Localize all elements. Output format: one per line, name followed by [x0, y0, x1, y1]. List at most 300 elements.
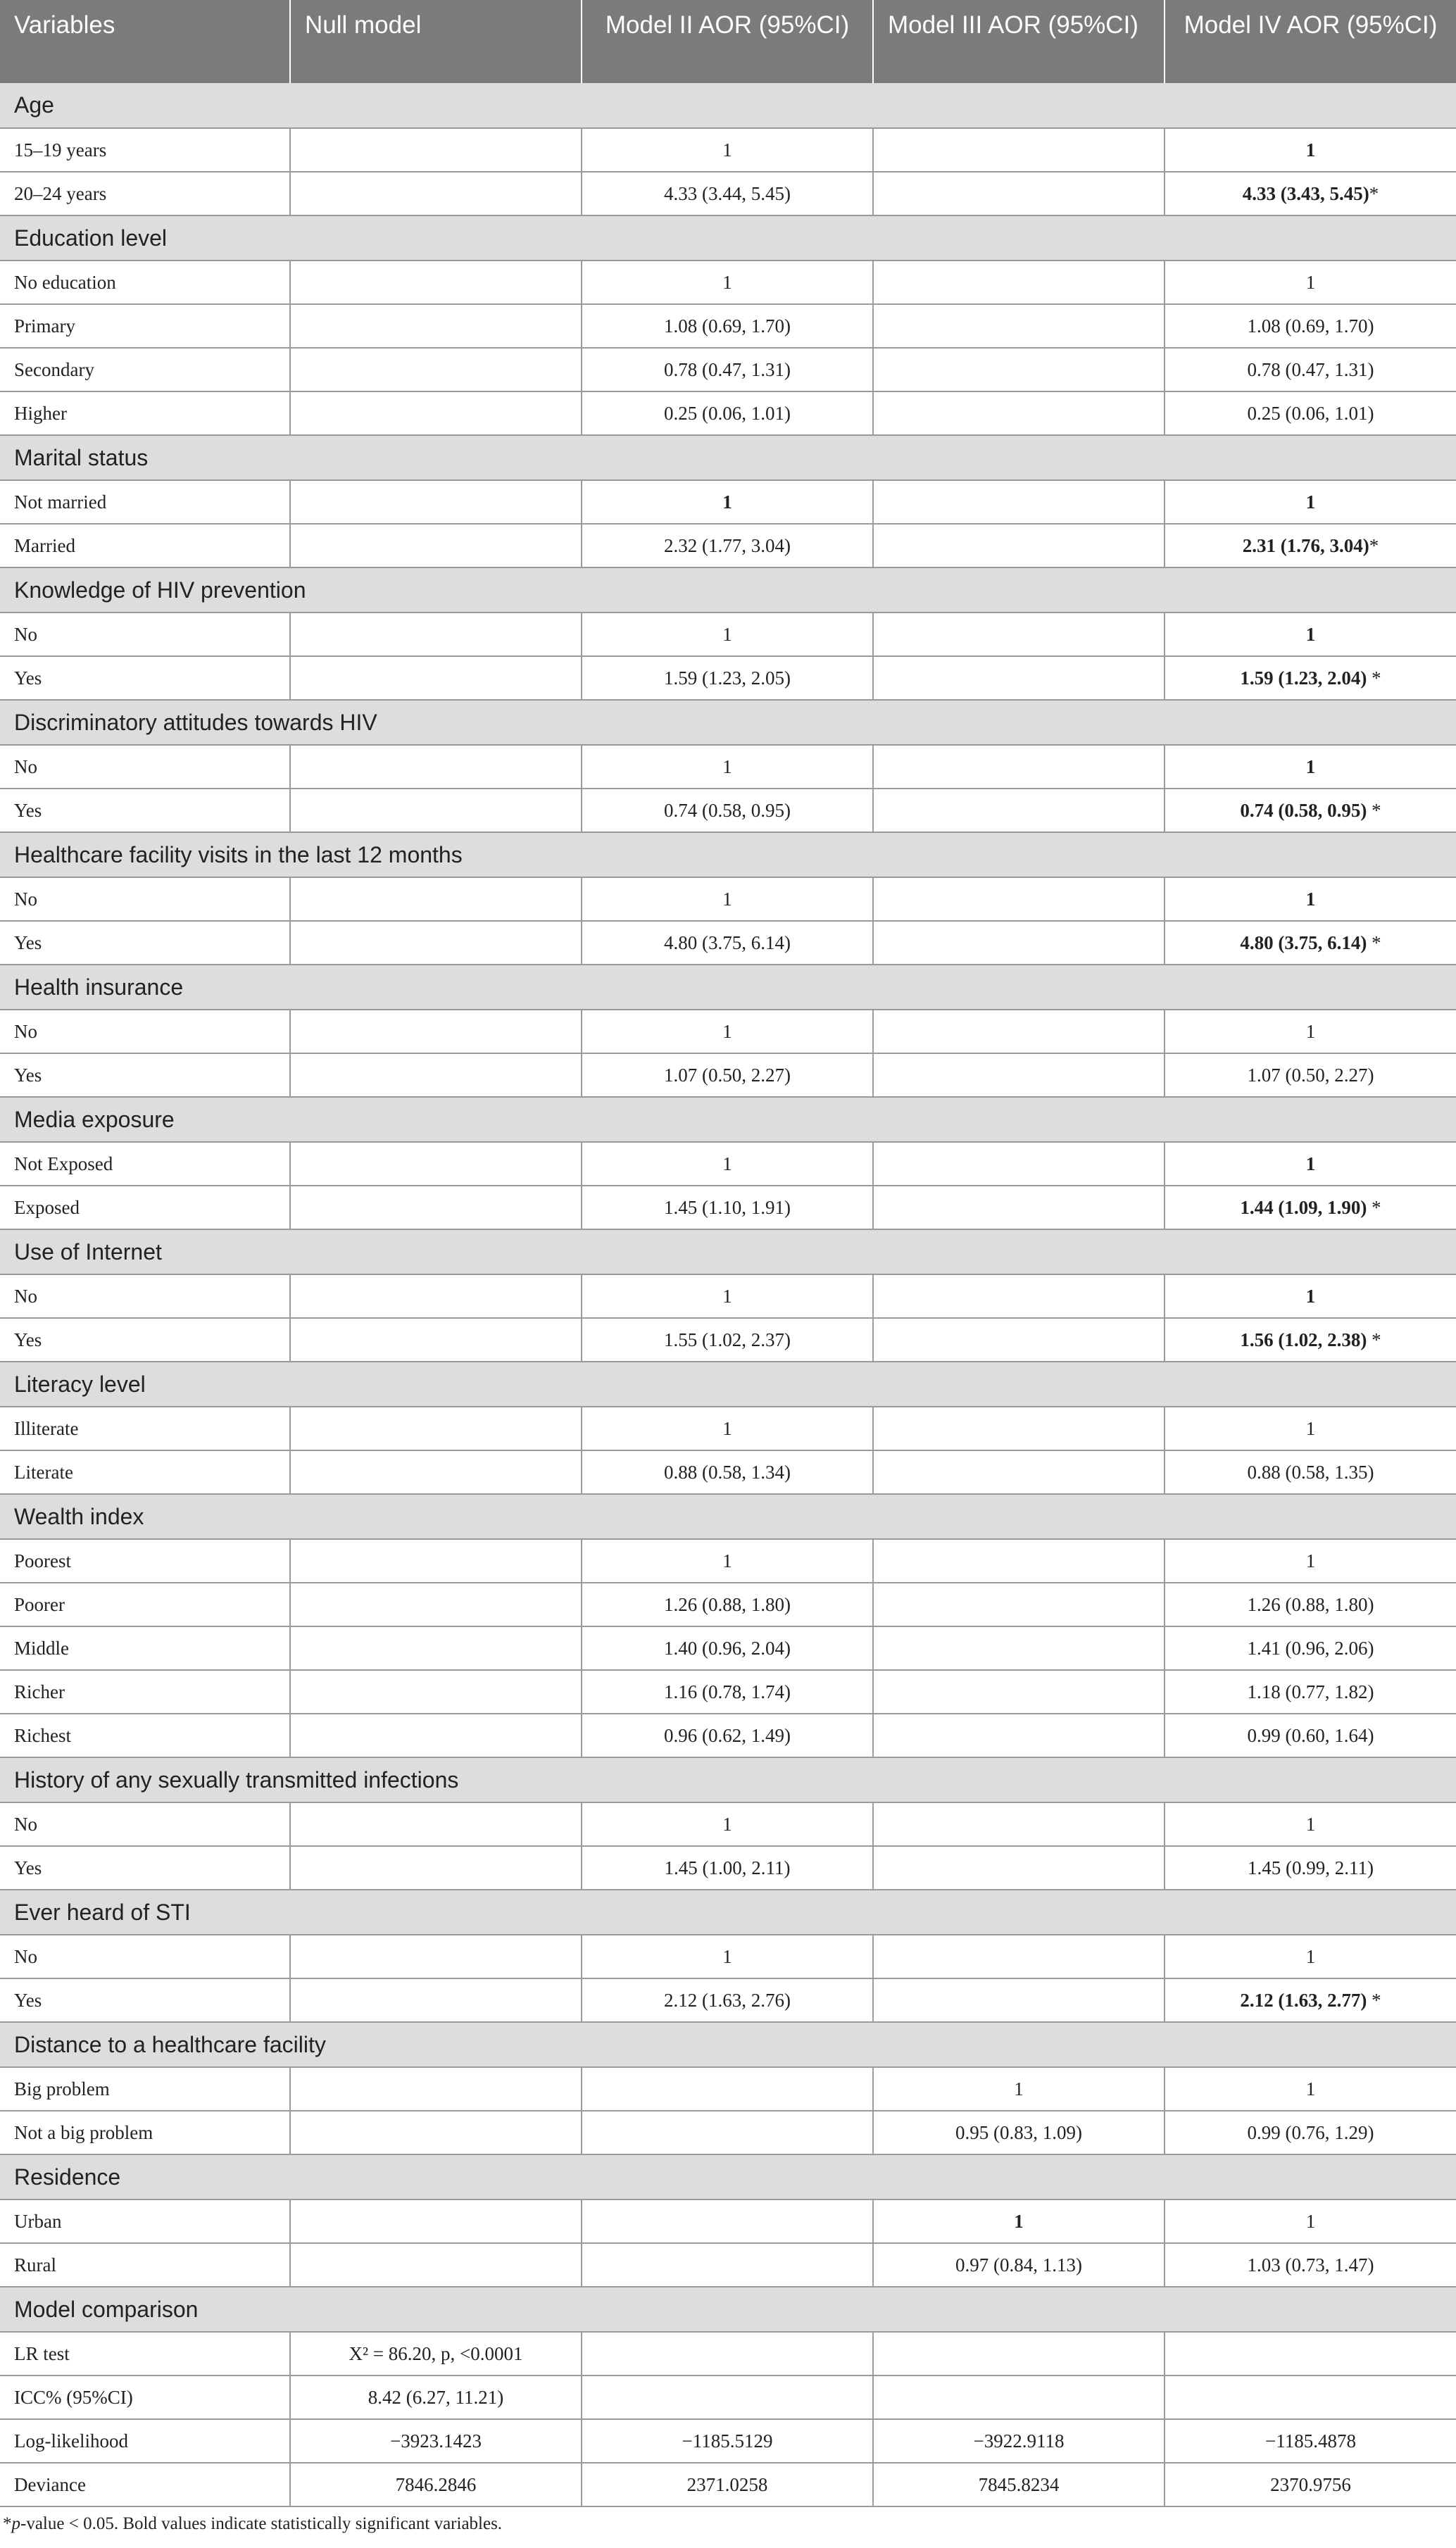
- model-ii-cell-text: 1: [722, 491, 732, 513]
- header-model-ii: Model II AOR (95%CI): [582, 0, 873, 83]
- variable-label-text: Yes: [14, 1064, 42, 1086]
- variable-label: [0, 745, 290, 789]
- null-model-cell: [290, 2419, 582, 2463]
- model-iv-cell: [1165, 128, 1456, 172]
- variable-label-text: Higher: [14, 402, 67, 424]
- variable-label-text: Yes: [14, 931, 42, 953]
- variable-label: [0, 656, 290, 700]
- model-ii-cell: [582, 2419, 873, 2463]
- table-row: [0, 1318, 1456, 1362]
- model-ii-cell-text: 1: [722, 1285, 732, 1307]
- null-model-cell: [290, 1010, 582, 1053]
- table-row: [0, 1186, 1456, 1229]
- model-iii-cell: [873, 2243, 1165, 2287]
- model-iv-cell: [1165, 1053, 1456, 1097]
- model-iv-cell: [1165, 1186, 1456, 1229]
- model-iv-cell: [1165, 1626, 1456, 1670]
- table-row: [0, 304, 1456, 348]
- null-model-cell: [290, 921, 582, 965]
- model-iv-cell-text: 0.99 (0.76, 1.29): [1247, 2121, 1374, 2143]
- model-iv-cell: [1165, 2243, 1456, 2287]
- section-title: Ever heard of STI: [0, 1890, 1456, 1935]
- table-row: [0, 1802, 1456, 1846]
- model-iv-cell-text: −1185.4878: [1265, 2430, 1356, 2452]
- variable-label: [0, 2111, 290, 2154]
- model-ii-cell: [582, 524, 873, 567]
- model-iv-cell-text: 1.59 (1.23, 2.04): [1240, 667, 1367, 689]
- variable-label-text: No: [14, 1813, 37, 1835]
- section-title: Marital status: [0, 435, 1456, 480]
- model-iv-cell: [1165, 391, 1456, 435]
- variable-label: [0, 2376, 290, 2419]
- null-model-cell: [290, 391, 582, 435]
- table-row: [0, 1935, 1456, 1978]
- variable-label: [0, 1407, 290, 1450]
- header-row: [0, 0, 1456, 83]
- variable-label: [0, 1450, 290, 1494]
- table-row: [0, 480, 1456, 524]
- variable-label-text: Not Exposed: [14, 1153, 113, 1174]
- variable-label: [0, 1670, 290, 1714]
- variable-label: [0, 348, 290, 391]
- model-ii-cell-text: 1: [722, 271, 732, 293]
- model-ii-cell-text: 0.96 (0.62, 1.49): [664, 1724, 791, 1746]
- model-iii-cell-text: 1: [1014, 2078, 1024, 2100]
- variable-label: [0, 261, 290, 304]
- model-iii-cell: [873, 1802, 1165, 1846]
- table-row: [0, 2111, 1456, 2154]
- model-ii-cell-text: 4.33 (3.44, 5.45): [664, 182, 791, 204]
- model-iii-cell-text: 0.97 (0.84, 1.13): [955, 2254, 1082, 2276]
- table-row: [0, 1142, 1456, 1186]
- section-title: Use of Internet: [0, 1229, 1456, 1274]
- model-ii-cell: [582, 304, 873, 348]
- variable-label: [0, 2199, 290, 2243]
- table-row: [0, 1583, 1456, 1626]
- model-ii-cell-text: 1.59 (1.23, 2.05): [664, 667, 791, 689]
- null-model-cell: [290, 480, 582, 524]
- variable-label-text: Not married: [14, 491, 107, 513]
- model-iii-cell: [873, 2199, 1165, 2243]
- variable-label: [0, 304, 290, 348]
- null-model-cell: [290, 2067, 582, 2111]
- model-iii-cell: [873, 1053, 1165, 1097]
- model-iv-cell: [1165, 789, 1456, 832]
- model-ii-cell: [582, 921, 873, 965]
- model-ii-cell: [582, 1010, 873, 1053]
- model-iv-cell: [1165, 2199, 1456, 2243]
- section-title: History of any sexually transmitted infections: [0, 1757, 1456, 1802]
- table-row: [0, 2376, 1456, 2419]
- model-iv-cell: [1165, 1935, 1456, 1978]
- null-model-cell: [290, 2463, 582, 2506]
- variable-label-text: Deviance: [14, 2473, 86, 2495]
- model-iv-cell-text: 1.08 (0.69, 1.70): [1247, 315, 1374, 337]
- model-ii-cell: [582, 1053, 873, 1097]
- model-iv-cell: [1165, 2376, 1456, 2419]
- section-header-row: [0, 1494, 1456, 1539]
- model-ii-cell: [582, 1186, 873, 1229]
- model-iii-cell: [873, 1846, 1165, 1890]
- model-ii-cell: [582, 1714, 873, 1757]
- model-iv-cell-text: 1: [1305, 1020, 1316, 1042]
- model-iv-cell-text: 1: [1305, 1417, 1316, 1439]
- variable-label-text: Urban: [14, 2210, 62, 2232]
- null-model-cell: [290, 261, 582, 304]
- model-iv-cell-text: 1.45 (0.99, 2.11): [1248, 1857, 1374, 1878]
- model-iii-cell: [873, 2376, 1165, 2419]
- model-iii-cell: [873, 1186, 1165, 1229]
- model-ii-cell-text: 1.45 (1.10, 1.91): [664, 1196, 791, 1218]
- model-iv-cell-text: 1: [1305, 755, 1316, 777]
- model-ii-cell: [582, 2067, 873, 2111]
- variable-label: [0, 877, 290, 921]
- variable-label: [0, 1714, 290, 1757]
- model-ii-cell: [582, 1978, 873, 2022]
- section-title: Age: [0, 83, 1456, 128]
- model-iii-cell: [873, 745, 1165, 789]
- variable-label-text: Illiterate: [14, 1417, 79, 1439]
- section-title: Education level: [0, 215, 1456, 261]
- model-iii-cell: [873, 304, 1165, 348]
- section-title: Knowledge of HIV prevention: [0, 567, 1456, 613]
- model-iii-cell: [873, 877, 1165, 921]
- section-title: Health insurance: [0, 965, 1456, 1010]
- null-model-cell: [290, 1935, 582, 1978]
- section-header-row: [0, 83, 1456, 128]
- table-row: [0, 1539, 1456, 1583]
- model-iv-cell-text: 2.12 (1.63, 2.77): [1240, 1989, 1367, 2011]
- table-row: [0, 2332, 1456, 2376]
- model-iv-cell-text: 1: [1305, 2078, 1316, 2100]
- variable-label: [0, 921, 290, 965]
- model-iv-cell: [1165, 745, 1456, 789]
- table-row: [0, 1274, 1456, 1318]
- model-iv-cell-text: 1: [1305, 1945, 1316, 1967]
- model-iii-cell: [873, 128, 1165, 172]
- section-title: Healthcare facility visits in the last 12 months: [0, 832, 1456, 877]
- model-iv-cell-text: 0.74 (0.58, 0.95): [1240, 799, 1367, 821]
- model-ii-cell: [582, 2199, 873, 2243]
- variable-label-text: Richest: [14, 1724, 71, 1746]
- model-iii-cell: [873, 1583, 1165, 1626]
- section-title: Model comparison: [0, 2287, 1456, 2332]
- model-iv-cell: [1165, 348, 1456, 391]
- header-variables: Variables: [0, 0, 290, 83]
- section-title: Media exposure: [0, 1097, 1456, 1142]
- model-ii-cell: [582, 1670, 873, 1714]
- model-ii-cell: [582, 1450, 873, 1494]
- table-row: [0, 2419, 1456, 2463]
- model-ii-cell: [582, 2376, 873, 2419]
- variable-label-text: 20–24 years: [14, 182, 107, 204]
- null-model-cell: [290, 1450, 582, 1494]
- table-row: [0, 172, 1456, 215]
- model-iv-cell: [1165, 480, 1456, 524]
- null-model-cell: [290, 1583, 582, 1626]
- null-model-cell: [290, 1846, 582, 1890]
- model-ii-cell-text: 0.88 (0.58, 1.34): [664, 1461, 791, 1483]
- model-iv-cell: [1165, 1583, 1456, 1626]
- model-ii-cell: [582, 656, 873, 700]
- variable-label: [0, 1053, 290, 1097]
- model-ii-cell-text: 1.26 (0.88, 1.80): [664, 1593, 791, 1615]
- variable-label-text: Log-likelihood: [14, 2430, 128, 2452]
- model-ii-cell-text: −1185.5129: [682, 2430, 773, 2452]
- model-iii-cell: [873, 1318, 1165, 1362]
- model-ii-cell-text: 1: [722, 1945, 732, 1967]
- model-ii-cell-text: 1: [722, 1020, 732, 1042]
- model-ii-cell-text: 0.25 (0.06, 1.01): [664, 402, 791, 424]
- model-iv-cell-text: 2370.9756: [1270, 2473, 1351, 2495]
- null-model-cell: [290, 1626, 582, 1670]
- model-iv-cell-text: 1.41 (0.96, 2.06): [1247, 1637, 1374, 1659]
- variable-label-text: Primary: [14, 315, 75, 337]
- model-iii-cell: [873, 1407, 1165, 1450]
- null-model-cell: [290, 2243, 582, 2287]
- section-title: Distance to a healthcare facility: [0, 2022, 1456, 2067]
- variable-label-text: Yes: [14, 667, 42, 689]
- model-ii-cell-text: 0.78 (0.47, 1.31): [664, 358, 791, 380]
- null-model-cell: [290, 745, 582, 789]
- variable-label-text: Yes: [14, 1329, 42, 1350]
- model-iii-cell: [873, 1142, 1165, 1186]
- footnote: *p-value < 0.05. Bold values indicate statistically significant variables.: [3, 2514, 503, 2533]
- model-iii-cell: [873, 1450, 1165, 1494]
- table-row: [0, 1846, 1456, 1890]
- section-header-row: [0, 1229, 1456, 1274]
- null-model-cell: [290, 1978, 582, 2022]
- model-iv-cell: [1165, 1318, 1456, 1362]
- null-model-cell: [290, 1407, 582, 1450]
- significance-star: *: [1367, 667, 1381, 689]
- null-model-cell: [290, 304, 582, 348]
- model-iii-cell: [873, 1010, 1165, 1053]
- null-model-cell-text: 7846.2846: [395, 2473, 477, 2495]
- variable-label: [0, 1846, 290, 1890]
- model-iv-cell-text: 0.25 (0.06, 1.01): [1247, 402, 1374, 424]
- null-model-cell: [290, 348, 582, 391]
- variable-label-text: Poorer: [14, 1593, 65, 1615]
- model-ii-cell-text: 1: [722, 1153, 732, 1174]
- model-ii-cell: [582, 1407, 873, 1450]
- model-iii-cell: [873, 391, 1165, 435]
- model-iv-cell-text: 1.56 (1.02, 2.38): [1240, 1329, 1367, 1350]
- variable-label: [0, 613, 290, 656]
- model-ii-cell: [582, 1935, 873, 1978]
- model-iv-cell-text: 1.44 (1.09, 1.90): [1240, 1196, 1367, 1218]
- model-iii-cell: [873, 1626, 1165, 1670]
- model-iv-cell: [1165, 1274, 1456, 1318]
- section-header-row: [0, 700, 1456, 745]
- model-iii-cell-text: 7845.8234: [978, 2473, 1060, 2495]
- table-row: [0, 789, 1456, 832]
- variable-label: [0, 2243, 290, 2287]
- variable-label-text: No: [14, 888, 37, 910]
- model-iv-cell-text: 4.80 (3.75, 6.14): [1240, 931, 1367, 953]
- model-iv-cell: [1165, 524, 1456, 567]
- section-title: Discriminatory attitudes towards HIV: [0, 700, 1456, 745]
- model-iv-cell: [1165, 261, 1456, 304]
- variable-label-text: Not a big problem: [14, 2121, 153, 2143]
- null-model-cell: [290, 2376, 582, 2419]
- table-row: [0, 1407, 1456, 1450]
- model-ii-cell-text: 1: [722, 888, 732, 910]
- significance-star: *: [1367, 1329, 1381, 1350]
- section-header-row: [0, 965, 1456, 1010]
- variable-label: [0, 480, 290, 524]
- null-model-cell: [290, 172, 582, 215]
- variable-label-text: Literate: [14, 1461, 73, 1483]
- section-title: Literacy level: [0, 1362, 1456, 1407]
- table-row: [0, 1670, 1456, 1714]
- model-ii-cell: [582, 480, 873, 524]
- null-model-cell: [290, 656, 582, 700]
- significance-star: *: [1367, 1196, 1381, 1218]
- model-iv-cell-text: 0.88 (0.58, 1.35): [1247, 1461, 1374, 1483]
- variable-label: [0, 391, 290, 435]
- section-header-row: [0, 435, 1456, 480]
- model-iii-cell: [873, 348, 1165, 391]
- variable-label-text: Rural: [14, 2254, 56, 2276]
- model-ii-cell-text: 1: [722, 1550, 732, 1571]
- variable-label: [0, 1142, 290, 1186]
- model-iii-cell-text: −3922.9118: [973, 2430, 1065, 2452]
- table-body: [0, 83, 1456, 2506]
- table-row: [0, 524, 1456, 567]
- model-iv-cell: [1165, 656, 1456, 700]
- model-iii-cell: [873, 2332, 1165, 2376]
- variable-label-text: Richer: [14, 1681, 65, 1702]
- model-ii-cell-text: 1.07 (0.50, 2.27): [664, 1064, 791, 1086]
- table-row: [0, 745, 1456, 789]
- model-iii-cell: [873, 261, 1165, 304]
- null-model-cell-text: 8.42 (6.27, 11.21): [368, 2386, 504, 2408]
- variable-label-text: Yes: [14, 1857, 42, 1878]
- model-ii-cell: [582, 172, 873, 215]
- model-ii-cell: [582, 2111, 873, 2154]
- section-header-row: [0, 832, 1456, 877]
- significance-star: *: [1369, 534, 1379, 556]
- section-header-row: [0, 2154, 1456, 2199]
- variable-label: [0, 1539, 290, 1583]
- model-iv-cell: [1165, 172, 1456, 215]
- model-ii-cell: [582, 877, 873, 921]
- variable-label: [0, 1186, 290, 1229]
- model-iii-cell: [873, 2111, 1165, 2154]
- model-ii-cell: [582, 1583, 873, 1626]
- variable-label-text: Exposed: [14, 1196, 80, 1218]
- model-ii-cell-text: 1.08 (0.69, 1.70): [664, 315, 791, 337]
- model-iv-cell: [1165, 1450, 1456, 1494]
- model-iv-cell: [1165, 1670, 1456, 1714]
- section-header-row: [0, 2022, 1456, 2067]
- null-model-cell: [290, 1053, 582, 1097]
- variable-label: [0, 1978, 290, 2022]
- model-ii-cell: [582, 348, 873, 391]
- header-null-model: Null model: [290, 0, 582, 83]
- model-iii-cell: [873, 1274, 1165, 1318]
- model-iv-cell-text: 1: [1305, 1550, 1316, 1571]
- model-iv-cell: [1165, 1010, 1456, 1053]
- null-model-cell: [290, 2332, 582, 2376]
- null-model-cell: [290, 1274, 582, 1318]
- null-model-cell: [290, 1142, 582, 1186]
- model-iv-cell-text: 1: [1305, 623, 1316, 645]
- model-ii-cell-text: 2371.0258: [686, 2473, 768, 2495]
- model-ii-cell: [582, 1626, 873, 1670]
- table-row: [0, 2067, 1456, 2111]
- model-iv-cell-text: 1.26 (0.88, 1.80): [1247, 1593, 1374, 1615]
- table-row: [0, 656, 1456, 700]
- table-row: [0, 1053, 1456, 1097]
- model-iii-cell: [873, 480, 1165, 524]
- null-model-cell-text: −3923.1423: [390, 2430, 482, 2452]
- model-ii-cell: [582, 2243, 873, 2287]
- variable-label: [0, 789, 290, 832]
- model-ii-cell-text: 1.16 (0.78, 1.74): [664, 1681, 791, 1702]
- model-iv-cell: [1165, 2419, 1456, 2463]
- variable-label-text: Yes: [14, 1989, 42, 2011]
- variable-label-text: Poorest: [14, 1550, 71, 1571]
- model-iv-cell-text: 1: [1305, 888, 1316, 910]
- model-iii-cell: [873, 1935, 1165, 1978]
- variable-label: [0, 1583, 290, 1626]
- model-iv-cell-text: 1: [1305, 491, 1316, 513]
- model-ii-cell: [582, 1274, 873, 1318]
- null-model-cell: [290, 2111, 582, 2154]
- model-iv-cell-text: 1.03 (0.73, 1.47): [1247, 2254, 1374, 2276]
- model-iv-cell: [1165, 2332, 1456, 2376]
- table-row: [0, 2243, 1456, 2287]
- section-title: Residence: [0, 2154, 1456, 2199]
- model-iv-cell-text: 4.33 (3.43, 5.45): [1242, 182, 1369, 204]
- model-ii-cell-text: 1: [722, 755, 732, 777]
- table-row: [0, 921, 1456, 965]
- model-ii-cell: [582, 1318, 873, 1362]
- model-iv-cell-text: 1: [1305, 2210, 1316, 2232]
- model-ii-cell: [582, 1539, 873, 1583]
- model-iv-cell-text: 1: [1305, 1285, 1316, 1307]
- model-iv-cell-text: 1: [1305, 271, 1316, 293]
- model-ii-cell-text: 1: [722, 1417, 732, 1439]
- variable-label: [0, 2419, 290, 2463]
- variable-label: [0, 524, 290, 567]
- variable-label-text: No education: [14, 271, 116, 293]
- significance-star: *: [1367, 799, 1381, 821]
- variable-label: [0, 2463, 290, 2506]
- model-iii-cell-text: 0.95 (0.83, 1.09): [955, 2121, 1082, 2143]
- variable-label-text: ICC% (95%CI): [14, 2386, 133, 2408]
- null-model-cell: [290, 1802, 582, 1846]
- variable-label-text: No: [14, 623, 37, 645]
- model-iv-cell-text: 2.31 (1.76, 3.04): [1242, 534, 1369, 556]
- table-row: [0, 1714, 1456, 1757]
- model-iii-cell: [873, 172, 1165, 215]
- model-iv-cell-text: 1.18 (0.77, 1.82): [1247, 1681, 1374, 1702]
- model-iv-cell: [1165, 1978, 1456, 2022]
- variable-label: [0, 2332, 290, 2376]
- variable-label: [0, 1626, 290, 1670]
- model-iv-cell: [1165, 921, 1456, 965]
- null-model-cell: [290, 1186, 582, 1229]
- model-iii-cell: [873, 789, 1165, 832]
- variable-label: [0, 1802, 290, 1846]
- table-row: [0, 261, 1456, 304]
- model-iv-cell: [1165, 1802, 1456, 1846]
- variable-label-text: No: [14, 1285, 37, 1307]
- section-header-row: [0, 1362, 1456, 1407]
